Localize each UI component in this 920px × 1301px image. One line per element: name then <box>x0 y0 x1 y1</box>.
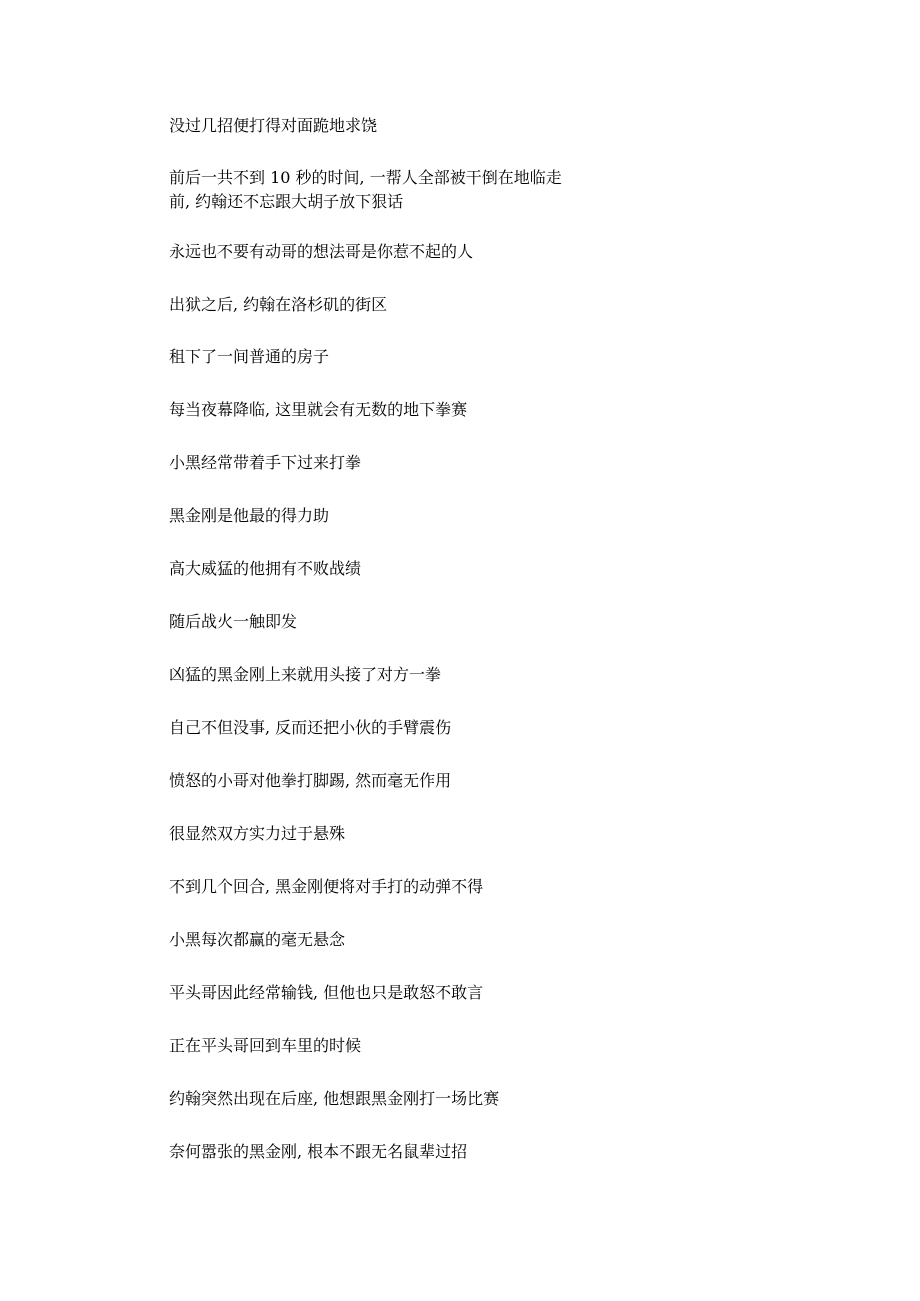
paragraph: 奈何嚣张的黑金刚, 根本不跟无名鼠辈过招 <box>169 1142 468 1161</box>
paragraph: 出狱之后, 约翰在洛杉矶的街区 <box>169 295 388 314</box>
paragraph: 每当夜幕降临, 这里就会有无数的地下拳赛 <box>169 400 468 419</box>
paragraph: 平头哥因此经常输钱, 但他也只是敢怒不敢言 <box>169 983 484 1002</box>
paragraph: 没过几招便打得对面跪地求饶 <box>169 116 378 135</box>
paragraph: 自己不但没事, 反而还把小伙的手臂震伤 <box>169 718 452 737</box>
paragraph: 前后一共不到 10 秒的时间, 一帮人全部被干倒在地临走 前, 约翰还不忘跟大胡子放下狠话 <box>169 168 562 211</box>
paragraph: 永远也不要有动哥的想法哥是你惹不起的人 <box>169 242 474 261</box>
paragraph: 凶猛的黑金刚上来就用头接了对方一拳 <box>169 665 442 684</box>
paragraph: 小黑经常带着手下过来打拳 <box>169 453 362 472</box>
paragraph: 小黑每次都赢的毫无悬念 <box>169 930 346 949</box>
paragraph: 高大威猛的他拥有不败战绩 <box>169 559 362 578</box>
paragraph: 租下了一间普通的房子 <box>169 347 330 366</box>
paragraph: 正在平头哥回到车里的时候 <box>169 1036 362 1055</box>
paragraph: 黑金刚是他最的得力助 <box>169 506 330 525</box>
paragraph: 不到几个回合, 黑金刚便将对手打的动弹不得 <box>169 877 484 896</box>
paragraph: 愤怒的小哥对他拳打脚踢, 然而毫无作用 <box>169 771 452 790</box>
paragraph: 很显然双方实力过于悬殊 <box>169 824 346 843</box>
paragraph: 随后战火一触即发 <box>169 612 298 631</box>
paragraph: 约翰突然出现在后座, 他想跟黑金刚打一场比赛 <box>169 1089 500 1108</box>
